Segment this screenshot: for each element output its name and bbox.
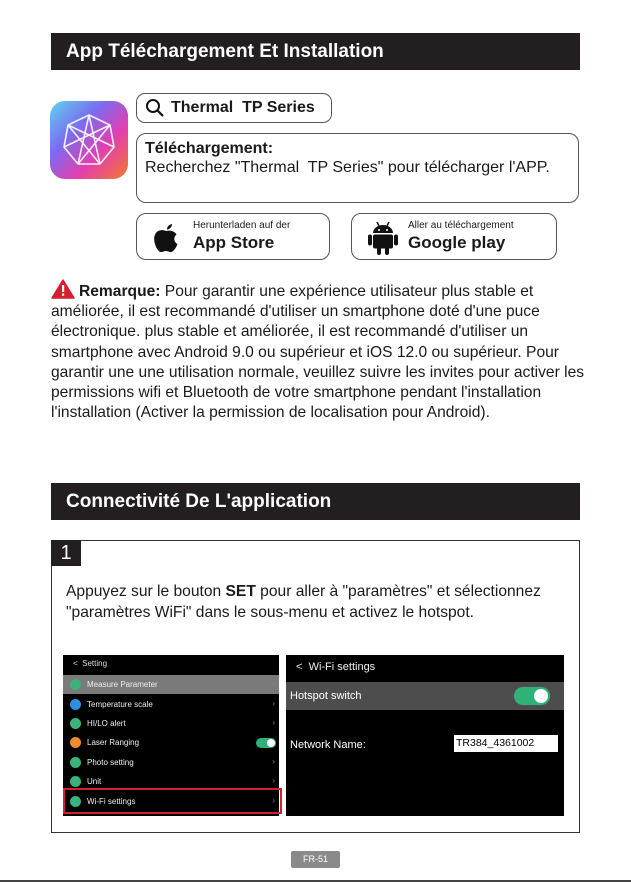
menu-label: Photo setting <box>87 758 134 767</box>
step-number: 1 <box>51 540 81 566</box>
chevron-right-icon: › <box>272 699 275 708</box>
android-icon <box>366 219 400 257</box>
chevron-right-icon: › <box>272 757 275 766</box>
step-instruction <box>66 581 546 623</box>
page-number: FR-51 <box>291 851 340 868</box>
app-store-small-label: Herunterladen auf der <box>193 220 291 231</box>
chevron-right-icon: › <box>272 679 275 688</box>
unit-icon <box>70 776 81 787</box>
chevron-right-icon: › <box>272 718 275 727</box>
hotspot-label: Hotspot switch <box>290 690 362 702</box>
settings-title: Setting <box>82 659 108 668</box>
menu-label: Temperature scale <box>87 700 153 709</box>
google-play-small-label: Aller au téléchargement <box>408 220 514 231</box>
menu-label: Unit <box>87 777 102 786</box>
search-icon <box>145 98 165 118</box>
menu-item-measure-parameter[interactable] <box>63 675 279 694</box>
measure-icon <box>70 679 81 690</box>
remark-paragraph <box>51 279 587 423</box>
settings-header <box>73 659 107 668</box>
thermometer-icon <box>70 699 81 710</box>
set-button-ref: SET <box>225 583 256 600</box>
menu-label: Laser Ranging <box>87 738 140 747</box>
network-name-label: Network Name: <box>290 739 366 751</box>
hotspot-toggle[interactable] <box>514 687 550 705</box>
network-name-input[interactable]: TR384_4361002 <box>454 735 558 752</box>
google-play-label: Google play <box>408 233 506 252</box>
alert-icon <box>70 718 81 729</box>
download-heading: Téléchargement: <box>145 140 274 157</box>
search-pill <box>136 93 332 123</box>
hotspot-row[interactable] <box>286 682 564 710</box>
remark-text: Pour garantir une expérience utilisateur plus stable et améliorée, il est recommandé d'utiliser un smartphone doté d'une puce électronique. plus stable et améliorée, il est recommandé d'utiliser un smartphone avec Android 9.0 ou supérieur et iOS 12.0 ou supérieur. Pour garantir une une utilisation normale, veuillez suivre les invites pour activer les permissions wifi et Bluetooth de votre smartphone pendant l'installation l'installation (Activer la permission de localisation pour Android). <box>51 283 585 422</box>
app-store-button[interactable] <box>136 213 330 260</box>
back-icon[interactable]: < <box>296 661 303 673</box>
wifi-settings-screenshot <box>286 655 564 816</box>
step-text-a: Appuyez sur le bouton <box>66 583 226 600</box>
wifi-settings-highlight <box>63 788 282 814</box>
app-logo-icon <box>50 101 128 179</box>
menu-label: Measure Parameter <box>87 680 158 689</box>
back-icon: < <box>73 659 78 668</box>
remark-label: Remarque: <box>79 283 161 300</box>
download-info-box <box>136 133 579 203</box>
chevron-right-icon: › <box>272 796 275 805</box>
menu-item-temperature-scale[interactable] <box>63 695 279 714</box>
warning-icon <box>51 279 75 299</box>
laser-toggle[interactable] <box>256 738 276 748</box>
wifi-header <box>296 661 375 673</box>
menu-item-photo-setting[interactable] <box>63 753 279 772</box>
step-text-b: pour aller à "paramètres" et sélectionnez "paramètres WiFi" dans le sous-menu et activez le hotspot. <box>66 583 541 621</box>
wifi-title: Wi-Fi settings <box>308 661 376 673</box>
menu-item-hilo-alert[interactable] <box>63 714 279 733</box>
search-query: Thermal TP Series <box>171 99 315 116</box>
photo-icon <box>70 757 81 768</box>
menu-label: Wi-Fi settings <box>87 797 136 806</box>
section-title-download: App Téléchargement Et Installation <box>51 33 580 70</box>
download-body: Recherchez "Thermal TP Series" pour télécharger l'APP. <box>145 159 550 176</box>
chevron-right-icon: › <box>272 776 275 785</box>
app-store-label: App Store <box>193 233 275 252</box>
section-title-connectivity: Connectivité De L'application <box>51 483 580 520</box>
menu-label: HI/LO alert <box>87 719 126 728</box>
laser-icon <box>70 737 81 748</box>
menu-item-laser-ranging[interactable] <box>63 733 279 752</box>
google-play-button[interactable] <box>351 213 557 260</box>
apple-icon <box>149 220 183 256</box>
bottom-rule <box>0 880 631 882</box>
